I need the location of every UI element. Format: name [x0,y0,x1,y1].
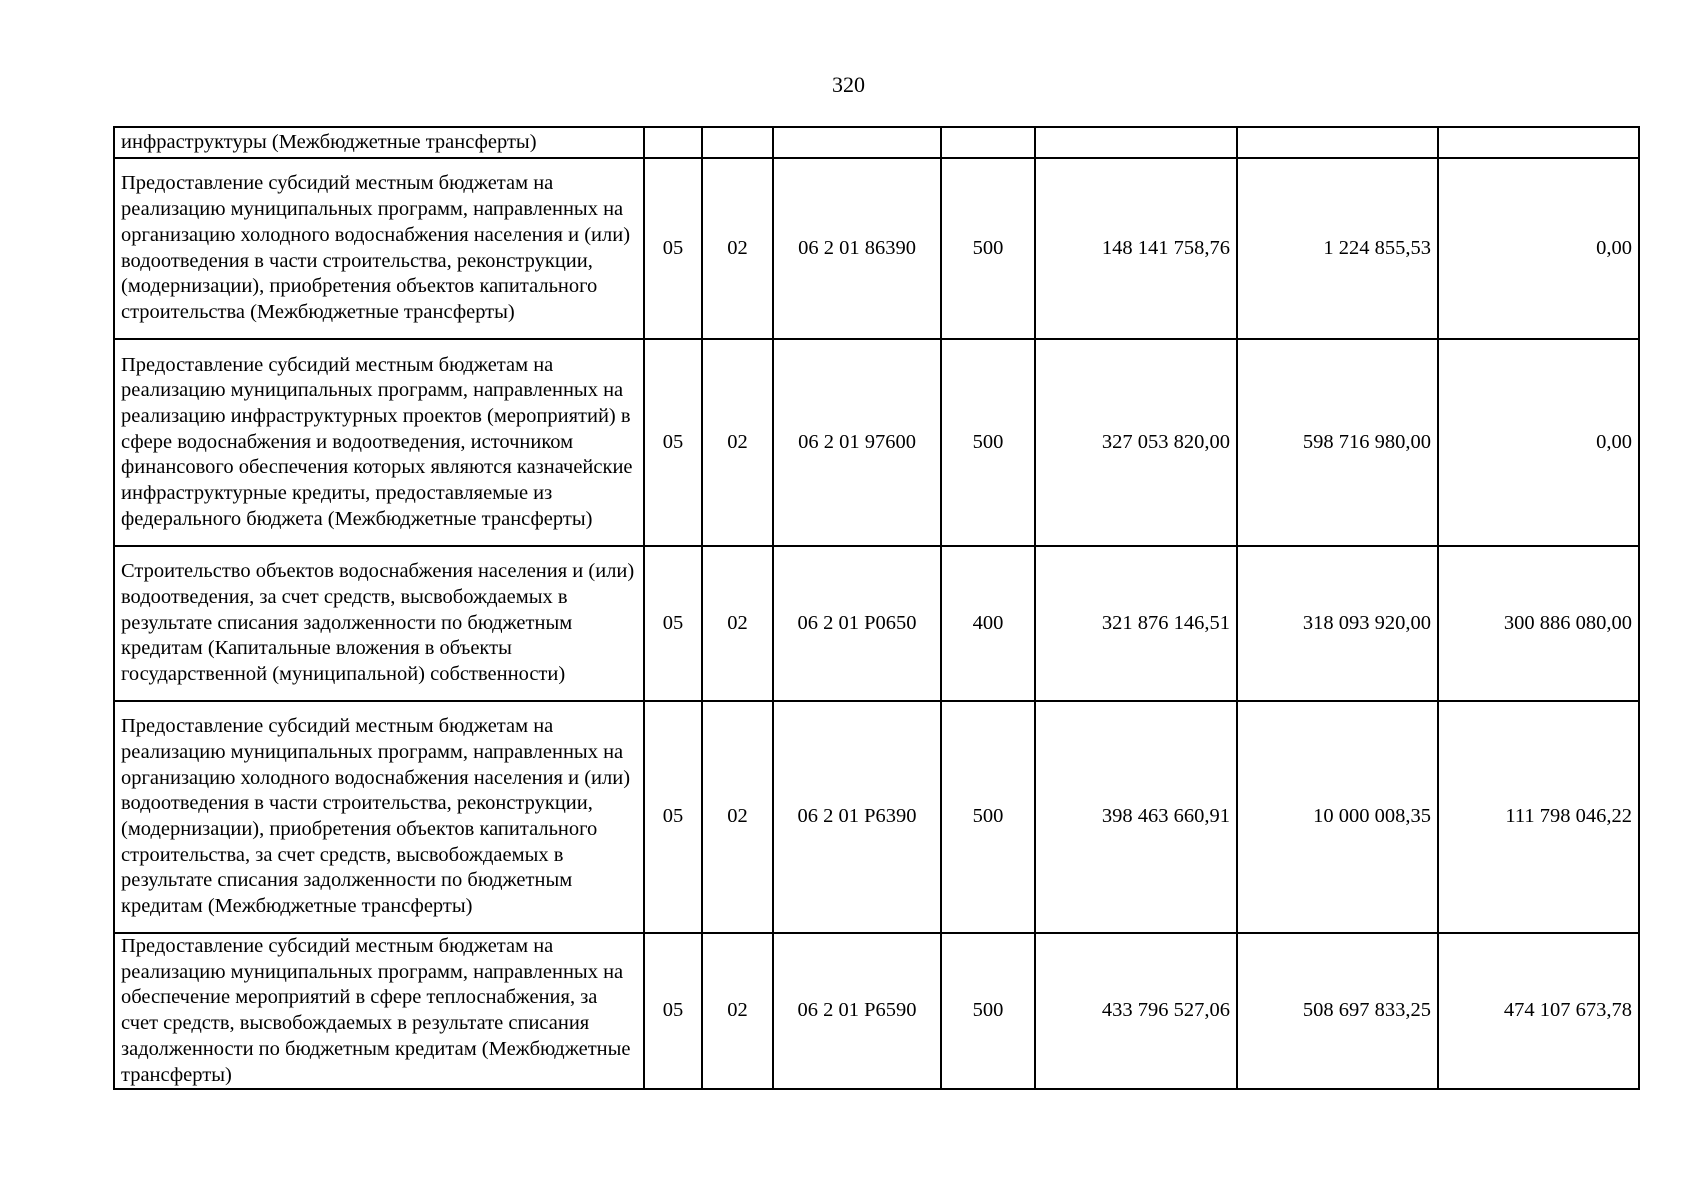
expense-type-code: 400 [941,546,1035,701]
amount-year-3 [1438,127,1639,158]
row-description: инфраструктуры (Межбюджетные трансферты) [114,127,644,158]
row-description: Предоставление субсидий местным бюджетам на реализацию муниципальных программ, направленных на обеспечение мероприятий в сфере теплоснабжения, за счет средств, высвобождаемых в результате списания задолженности по бюджетным кредитам (Межбюджетные трансферты) [114,933,644,1089]
amount-year-3: 474 107 673,78 [1438,933,1639,1089]
amount-year-3: 0,00 [1438,339,1639,546]
amount-year-1: 327 053 820,00 [1035,339,1237,546]
amount-year-1: 398 463 660,91 [1035,701,1237,933]
target-article-code: 06 2 01 86390 [773,158,941,339]
section-code: 05 [644,546,702,701]
amount-year-2: 10 000 008,35 [1237,701,1438,933]
expense-type-code: 500 [941,339,1035,546]
target-article-code: 06 2 01 P0650 [773,546,941,701]
subsection-code [702,127,773,158]
subsection-code: 02 [702,158,773,339]
target-article-code: 06 2 01 P6590 [773,933,941,1089]
amount-year-3: 0,00 [1438,158,1639,339]
row-description: Строительство объектов водоснабжения населения и (или) водоотведения, за счет средств, высвобождаемых в результате списания задолженности по бюджетным кредитам (Капитальные вложения в объекты государственной (муниципальной) собственности) [114,546,644,701]
table-row [114,339,1639,546]
subsection-code: 02 [702,933,773,1089]
table-row [114,158,1639,339]
table-row [114,701,1639,933]
expense-type-code [941,127,1035,158]
table-row [114,933,1639,1089]
subsection-code: 02 [702,701,773,933]
amount-year-2: 318 093 920,00 [1237,546,1438,701]
budget-table [113,126,1640,1090]
amount-year-1: 148 141 758,76 [1035,158,1237,339]
amount-year-1: 321 876 146,51 [1035,546,1237,701]
amount-year-3: 300 886 080,00 [1438,546,1639,701]
target-article-code: 06 2 01 97600 [773,339,941,546]
amount-year-2 [1237,127,1438,158]
amount-year-3: 111 798 046,22 [1438,701,1639,933]
subsection-code: 02 [702,546,773,701]
amount-year-2: 508 697 833,25 [1237,933,1438,1089]
section-code: 05 [644,339,702,546]
section-code: 05 [644,933,702,1089]
table-row [114,546,1639,701]
row-description: Предоставление субсидий местным бюджетам на реализацию муниципальных программ, направленных на реализацию инфраструктурных проектов (мероприятий) в сфере водоснабжения и водоотведения, источником финансового обеспечения которых являются казначейские инфраструктурные кредиты, предоставляемые из федерального бюджета (Межбюджетные трансферты) [114,339,644,546]
row-description: Предоставление субсидий местным бюджетам на реализацию муниципальных программ, направленных на организацию холодного водоснабжения населения и (или) водоотведения в части строительства, реконструкции, (модернизации), приобретения объектов капитального строительства (Межбюджетные трансферты) [114,158,644,339]
target-article-code: 06 2 01 P6390 [773,701,941,933]
amount-year-1 [1035,127,1237,158]
target-article-code [773,127,941,158]
subsection-code: 02 [702,339,773,546]
section-code [644,127,702,158]
row-description: Предоставление субсидий местным бюджетам на реализацию муниципальных программ, направленных на организацию холодного водоснабжения населения и (или) водоотведения в части строительства, реконструкции, (модернизации), приобретения объектов капитального строительства, за счет средств, высвобождаемых в результате списания задолженности по бюджетным кредитам (Межбюджетные трансферты) [114,701,644,933]
section-code: 05 [644,701,702,933]
table-row [114,127,1639,158]
expense-type-code: 500 [941,701,1035,933]
expense-type-code: 500 [941,933,1035,1089]
amount-year-1: 433 796 527,06 [1035,933,1237,1089]
page-number: 320 [832,72,865,97]
amount-year-2: 1 224 855,53 [1237,158,1438,339]
section-code: 05 [644,158,702,339]
amount-year-2: 598 716 980,00 [1237,339,1438,546]
expense-type-code: 500 [941,158,1035,339]
